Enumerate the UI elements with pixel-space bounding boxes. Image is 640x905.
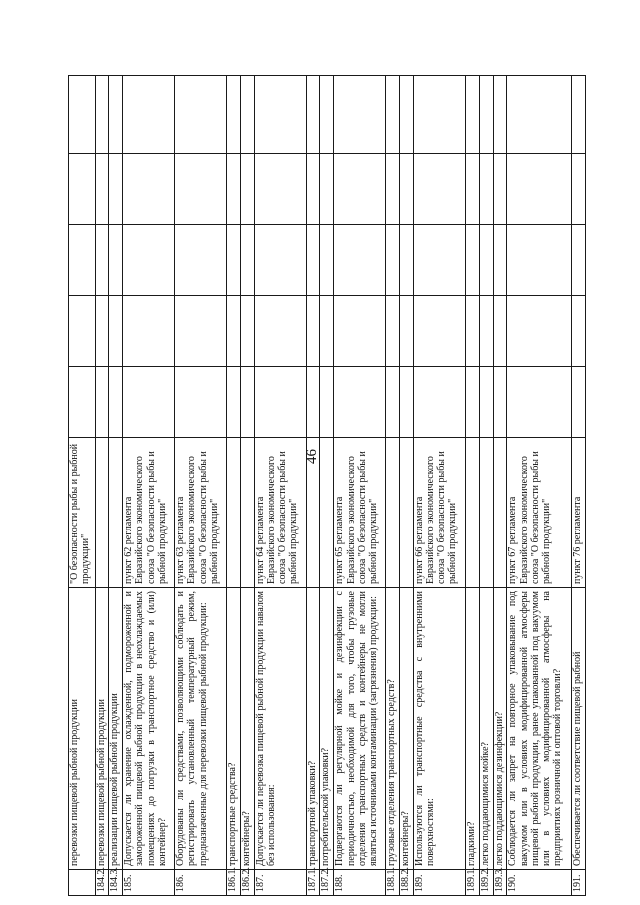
row-empty-cell	[507, 367, 572, 438]
row-empty-cell	[400, 76, 414, 154]
row-empty-cell	[95, 296, 109, 367]
row-empty-cell	[69, 225, 96, 296]
row-number: 188.	[334, 870, 386, 896]
table-row	[306, 76, 320, 896]
row-question: Допускается ли перевозка пищевой рыбной продукции навалом без использования:	[254, 588, 306, 870]
row-empty-cell	[493, 367, 507, 438]
row-empty-cell	[254, 154, 306, 225]
row-empty-cell	[413, 296, 465, 367]
row-empty-cell	[413, 154, 465, 225]
row-empty-cell	[227, 76, 241, 154]
row-reference: "О безопасности рыбы и рыбной продукции"	[69, 438, 96, 588]
row-reference: пункт 76 регламента	[571, 438, 585, 588]
row-empty-cell	[240, 367, 254, 438]
row-empty-cell	[306, 76, 320, 154]
row-reference: пункт 62 регламента Евразийского экономического союза "О безопасности рыбы и рыбной продукции"	[123, 438, 175, 588]
row-empty-cell	[413, 225, 465, 296]
row-empty-cell	[386, 225, 400, 296]
row-question: Используются ли транспортные средства с внутренними поверхностями:	[413, 588, 465, 870]
row-empty-cell	[334, 154, 386, 225]
row-empty-cell	[479, 296, 493, 367]
row-question: перевозки пищевой рыбной продукции	[69, 588, 96, 870]
row-reference: пункт 63 регламента Евразийского экономического союза "О безопасности рыбы и рыбной продукции"	[175, 438, 227, 588]
row-question: Допускается ли хранение охлажденной, подмороженной и замороженной пищевой рыбной продукции в неохлаждаемых помещениях до погрузки в транспортное средство и (или) контейнер?	[123, 588, 175, 870]
row-empty-cell	[386, 296, 400, 367]
table-row	[507, 76, 572, 896]
row-empty-cell	[507, 296, 572, 367]
row-number: 186.2.	[240, 870, 254, 896]
row-question: Подвергаются ли регулярной мойке и дезинфекции с периодичностью, необходимой для того, чтобы грузовые отделения транспортных средств и контейнеры не могли являться источниками контаминации (загрязнения) продукции:	[334, 588, 386, 870]
row-number: 189.2.	[479, 870, 493, 896]
row-empty-cell	[493, 225, 507, 296]
row-empty-cell	[465, 367, 479, 438]
row-reference: пункт 66 регламента Евразийского экономического союза "О безопасности рыбы и рыбной продукции"	[413, 438, 465, 588]
row-empty-cell	[227, 225, 241, 296]
row-question: транспортной упаковки?	[306, 588, 320, 870]
row-empty-cell	[479, 367, 493, 438]
table-row	[175, 76, 227, 896]
table-row	[69, 76, 96, 896]
row-empty-cell	[465, 76, 479, 154]
row-empty-cell	[400, 367, 414, 438]
row-empty-cell	[334, 76, 386, 154]
row-empty-cell	[479, 154, 493, 225]
row-empty-cell	[175, 225, 227, 296]
row-empty-cell	[413, 76, 465, 154]
row-empty-cell	[175, 367, 227, 438]
row-number: 184.3.	[109, 870, 123, 896]
row-number	[69, 870, 96, 896]
table-row	[479, 76, 493, 896]
row-empty-cell	[465, 296, 479, 367]
row-empty-cell	[240, 225, 254, 296]
row-empty-cell	[386, 154, 400, 225]
checklist-table	[68, 75, 586, 896]
row-empty-cell	[227, 154, 241, 225]
row-empty-cell	[109, 367, 123, 438]
row-question: грузовые отделения транспортных средств?	[386, 588, 400, 870]
row-empty-cell	[400, 154, 414, 225]
row-number: 190.	[507, 870, 572, 896]
row-empty-cell	[306, 367, 320, 438]
row-empty-cell	[571, 225, 585, 296]
row-empty-cell	[123, 76, 175, 154]
row-reference	[400, 438, 414, 588]
row-number: 189.1.	[465, 870, 479, 896]
row-empty-cell	[306, 296, 320, 367]
row-number: 189.	[413, 870, 465, 896]
row-empty-cell	[571, 154, 585, 225]
row-empty-cell	[571, 367, 585, 438]
row-empty-cell	[95, 225, 109, 296]
row-empty-cell	[507, 154, 572, 225]
row-number: 187.	[254, 870, 306, 896]
row-empty-cell	[69, 367, 96, 438]
row-reference	[465, 438, 479, 588]
row-question: перевозки пищевой рыбной продукции	[95, 588, 109, 870]
row-empty-cell	[69, 154, 96, 225]
row-empty-cell	[123, 367, 175, 438]
row-reference	[95, 438, 109, 588]
row-empty-cell	[95, 76, 109, 154]
row-number: 191.	[571, 870, 585, 896]
row-reference	[227, 438, 241, 588]
table-row	[240, 76, 254, 896]
row-empty-cell	[479, 225, 493, 296]
row-number: 184.2.	[95, 870, 109, 896]
row-question: реализации пищевой рыбной продукции	[109, 588, 123, 870]
table-row	[320, 76, 334, 896]
row-empty-cell	[254, 367, 306, 438]
row-number: 189.3.	[493, 870, 507, 896]
table-row	[95, 76, 109, 896]
row-empty-cell	[95, 367, 109, 438]
row-question: Соблюдается ли запрет на повторное упаковывание под вакуумом или в условиях модифицированной атмосферы пищевой рыбной продукции, ранее упакованной под вакуумом или в условиях модифицированной атмосферы на предприятиях розничной и оптовой торговли?	[507, 588, 572, 870]
row-empty-cell	[240, 76, 254, 154]
table-row	[227, 76, 241, 896]
row-question: потребительской упаковки?	[320, 588, 334, 870]
row-empty-cell	[109, 76, 123, 154]
row-empty-cell	[320, 296, 334, 367]
row-number: 185.	[123, 870, 175, 896]
row-empty-cell	[109, 225, 123, 296]
row-number: 188.1.	[386, 870, 400, 896]
row-number: 186.1.	[227, 870, 241, 896]
row-empty-cell	[69, 76, 96, 154]
row-empty-cell	[240, 154, 254, 225]
row-question: легко поддающимися мойке?	[479, 588, 493, 870]
row-empty-cell	[507, 225, 572, 296]
row-empty-cell	[386, 367, 400, 438]
row-empty-cell	[123, 225, 175, 296]
row-empty-cell	[465, 225, 479, 296]
row-empty-cell	[123, 154, 175, 225]
row-reference: пункт 67 регламента Евразийского экономического союза "О безопасности рыбы и рыбной продукции"	[507, 438, 572, 588]
row-empty-cell	[386, 76, 400, 154]
row-empty-cell	[227, 296, 241, 367]
row-question: контейнеры?	[400, 588, 414, 870]
row-reference	[109, 438, 123, 588]
row-empty-cell	[175, 154, 227, 225]
row-empty-cell	[175, 296, 227, 367]
row-empty-cell	[320, 225, 334, 296]
row-question: контейнеры?	[240, 588, 254, 870]
table-row	[400, 76, 414, 896]
row-empty-cell	[413, 367, 465, 438]
row-empty-cell	[320, 367, 334, 438]
row-number: 188.2.	[400, 870, 414, 896]
row-empty-cell	[254, 296, 306, 367]
row-number: 187.2.	[320, 870, 334, 896]
row-reference	[493, 438, 507, 588]
row-reference	[240, 438, 254, 588]
row-empty-cell	[334, 296, 386, 367]
row-empty-cell	[69, 296, 96, 367]
row-question: гладкими?	[465, 588, 479, 870]
table-row	[465, 76, 479, 896]
row-number: 186.	[175, 870, 227, 896]
row-empty-cell	[306, 225, 320, 296]
row-empty-cell	[123, 296, 175, 367]
row-empty-cell	[400, 296, 414, 367]
row-empty-cell	[320, 154, 334, 225]
row-empty-cell	[320, 76, 334, 154]
table-row	[571, 76, 585, 896]
row-empty-cell	[227, 367, 241, 438]
row-empty-cell	[465, 154, 479, 225]
row-empty-cell	[306, 154, 320, 225]
page-number: 46	[304, 449, 320, 464]
table-row	[109, 76, 123, 896]
row-empty-cell	[334, 367, 386, 438]
row-empty-cell	[95, 154, 109, 225]
row-reference: пункт 64 регламента Евразийского экономического союза "О безопасности рыбы и рыбной продукции"	[254, 438, 306, 588]
row-empty-cell	[493, 296, 507, 367]
row-empty-cell	[254, 225, 306, 296]
row-empty-cell	[479, 76, 493, 154]
row-reference	[320, 438, 334, 588]
row-empty-cell	[571, 76, 585, 154]
row-question: Оборудованы ли средствами, позволяющими соблюдать и регистрировать установленный температурный режим, предназначенные для перевозки пищевой рыбной продукции:	[175, 588, 227, 870]
table-body	[69, 76, 586, 896]
row-question: транспортные средства?	[227, 588, 241, 870]
table-row	[493, 76, 507, 896]
row-number: 187.1.	[306, 870, 320, 896]
row-empty-cell	[571, 296, 585, 367]
row-empty-cell	[400, 225, 414, 296]
row-empty-cell	[109, 296, 123, 367]
row-empty-cell	[507, 76, 572, 154]
row-reference	[386, 438, 400, 588]
row-empty-cell	[240, 296, 254, 367]
row-question: легко поддающимися дезинфекции?	[493, 588, 507, 870]
table-row	[386, 76, 400, 896]
row-question: Обеспечивается ли соответствие пищевой рыбной	[571, 588, 585, 870]
table-row	[254, 76, 306, 896]
table-row	[123, 76, 175, 896]
row-empty-cell	[493, 154, 507, 225]
row-empty-cell	[493, 76, 507, 154]
row-reference	[306, 438, 320, 588]
row-empty-cell	[254, 76, 306, 154]
row-reference: пункт 65 регламента Евразийского экономического союза "О безопасности рыбы и рыбной продукции"	[334, 438, 386, 588]
row-reference	[479, 438, 493, 588]
table-row	[413, 76, 465, 896]
row-empty-cell	[109, 154, 123, 225]
row-empty-cell	[175, 76, 227, 154]
row-empty-cell	[334, 225, 386, 296]
table-row	[334, 76, 386, 896]
checklist-table-rotated	[68, 76, 586, 896]
